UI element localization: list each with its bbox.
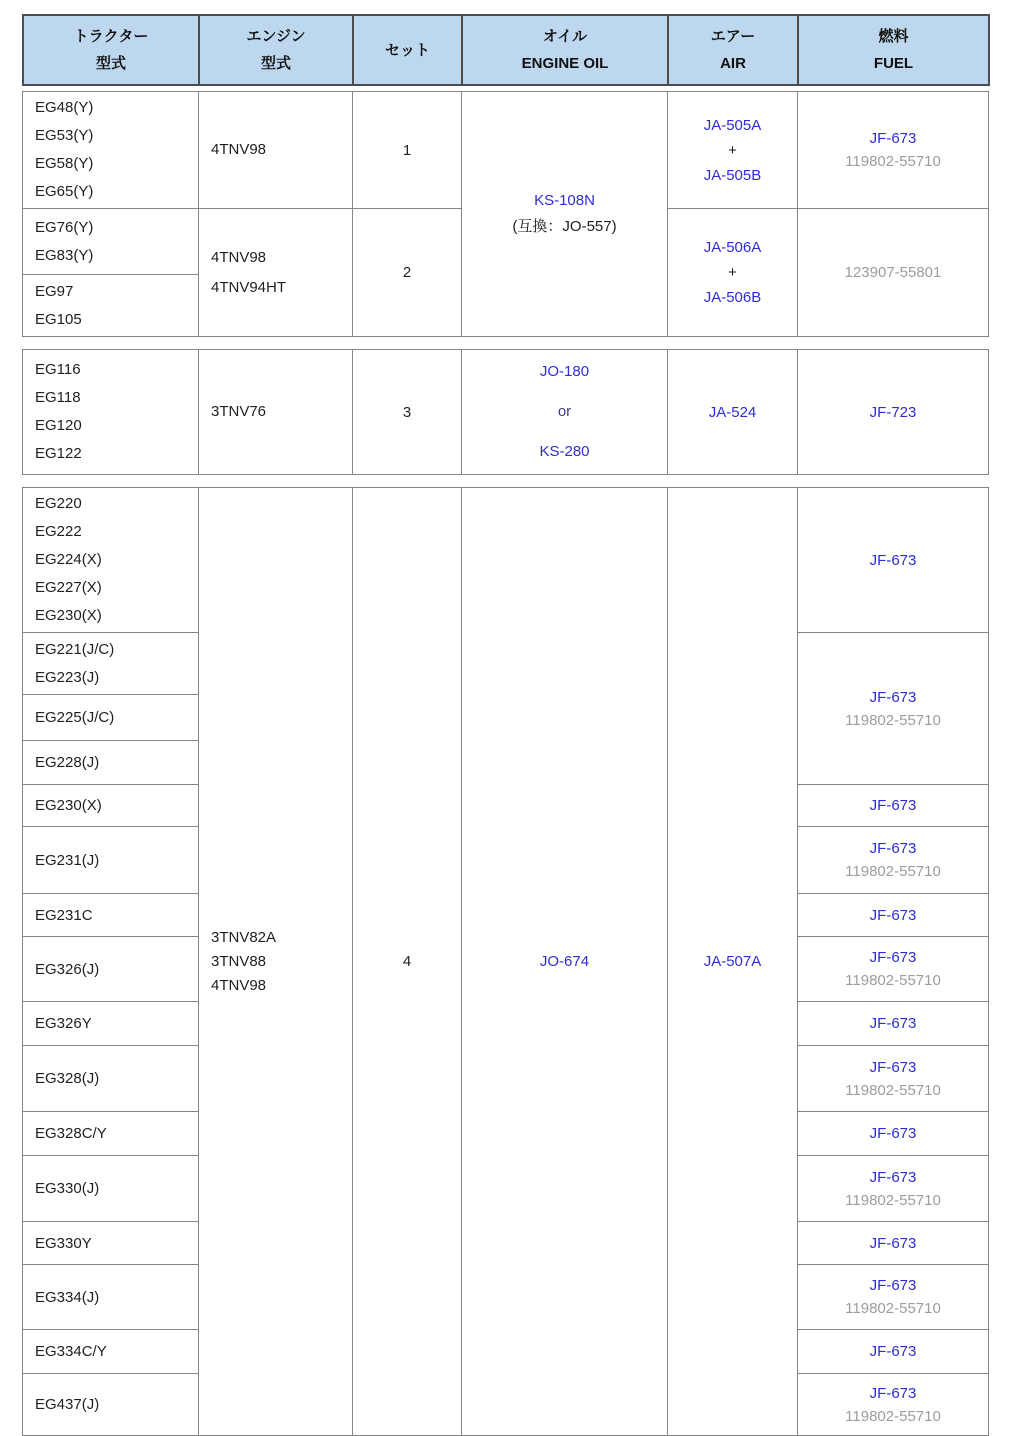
oil-filter-cell [462, 488, 668, 1436]
fuel-filter-link[interactable]: JF-673 [869, 551, 917, 569]
tractor-model: EG334C/Y [35, 1343, 107, 1360]
fuel-part-number: 119802-55710 [845, 1191, 941, 1209]
fuel-filter-cell [798, 92, 989, 209]
fuel-filter-cell [798, 894, 989, 937]
fuel-filter-cell [798, 350, 989, 475]
tractor-model: EG330(J) [35, 1180, 100, 1197]
tractor-model: EG53(Y) [35, 127, 94, 144]
fuel-filter-link[interactable]: JF-673 [869, 688, 917, 706]
row-set1 [23, 92, 989, 209]
fuel-filter-cell [798, 1222, 989, 1265]
fuel-filter-link[interactable]: JF-673 [869, 797, 917, 814]
tractor-model: EG326(J) [35, 960, 100, 978]
oil-filter-cell [462, 92, 668, 337]
set-number-cell: 3 [353, 350, 462, 475]
col-header-fuel [798, 15, 989, 85]
engine-models-cell [199, 92, 353, 209]
col-header-tractor-jp: トラクター [73, 28, 149, 45]
air-filter-link[interactable]: JA-507A [703, 953, 762, 970]
tractor-model: EG230(X) [35, 797, 102, 814]
fuel-filter-cell [798, 1265, 989, 1330]
tractor-model: EG120 [35, 417, 82, 434]
tractor-model: EG116 [35, 361, 81, 378]
tractor-models-cell [23, 92, 199, 209]
tractor-models-cell [23, 1112, 199, 1156]
filter-table-header [22, 14, 990, 86]
fuel-filter-cell [798, 633, 989, 785]
oil-filter-link[interactable]: JO-180 [539, 363, 590, 380]
tractor-model: EG220 [35, 495, 82, 512]
tractor-model: EG222 [35, 523, 82, 540]
col-header-air [668, 15, 798, 85]
fuel-filter-cell [798, 1112, 989, 1156]
tractor-models-cell [23, 894, 199, 937]
tractor-models-cell [23, 209, 199, 275]
engine-model: 3TNV82A [211, 928, 277, 946]
tractor-models-cell [23, 1156, 199, 1222]
fuel-part-number: 119802-55710 [845, 1407, 941, 1425]
filter-table-set-4 [22, 487, 989, 1436]
fuel-filter-cell [798, 488, 989, 633]
engine-models-cell [199, 350, 353, 475]
tractor-model: EG330Y [35, 1234, 92, 1252]
or-text: or [557, 403, 572, 420]
air-filter-cell [668, 488, 798, 1436]
row-set4 [23, 488, 989, 633]
fuel-filter-link[interactable]: JF-673 [869, 130, 917, 147]
tractor-model: EG227(X) [35, 579, 102, 596]
fuel-filter-cell [798, 937, 989, 1002]
tractor-model: EG48(Y) [35, 99, 94, 116]
set-number-cell: 4 [353, 488, 462, 1436]
col-header-engine [199, 15, 353, 85]
engine-model: 3TNV76 [211, 403, 267, 420]
engine-model: 4TNV98 [211, 141, 267, 158]
tractor-model: EG231C [35, 906, 93, 924]
engine-models-cell [199, 488, 353, 1436]
fuel-filter-link[interactable]: JF-723 [869, 403, 917, 421]
set-number-cell: 1 [353, 92, 462, 209]
fuel-part-number: 119802-55710 [845, 1081, 941, 1099]
fuel-filter-link[interactable]: JF-673 [869, 1234, 917, 1252]
air-filter-link[interactable]: JA-524 [708, 403, 757, 421]
header-row [23, 15, 989, 85]
fuel-filter-cell [798, 827, 989, 894]
col-header-tractor [23, 15, 199, 85]
row-set3 [23, 350, 989, 475]
tractor-models-cell [23, 1265, 199, 1330]
fuel-part-number: 123907-55801 [844, 264, 942, 281]
tractor-model: EG58(Y) [35, 155, 94, 172]
col-header-oil-en: ENGINE OIL [521, 55, 609, 72]
air-filter-link[interactable]: JA-505A [703, 116, 762, 134]
tractor-model: EG230(X) [35, 607, 102, 624]
air-filter-cell [668, 209, 798, 337]
set-number-cell: 2 [353, 209, 462, 337]
fuel-filter-link[interactable]: JF-673 [869, 1015, 917, 1032]
tractor-model: EG118 [35, 389, 81, 406]
fuel-filter-link[interactable]: JF-673 [869, 1277, 917, 1294]
col-header-fuel-jp: 燃料 [878, 28, 909, 45]
tractor-model: EG328C/Y [35, 1125, 107, 1142]
air-filter-link[interactable]: JA-506B [703, 289, 762, 306]
filter-table-set-3 [22, 349, 989, 475]
fuel-part-number: 119802-55710 [845, 711, 941, 729]
tractor-model: EG224(X) [35, 551, 102, 568]
fuel-part-number: 119802-55710 [845, 1300, 941, 1317]
tractor-model: EG228(J) [35, 754, 100, 771]
oil-filter-link[interactable]: KS-108N [534, 192, 595, 209]
tractor-model: EG328(J) [35, 1070, 100, 1087]
tractor-model: EG326Y [35, 1015, 92, 1032]
fuel-filter-link[interactable]: JF-673 [869, 1125, 917, 1142]
fuel-part-number: 119802-55710 [845, 153, 941, 170]
air-filter-link[interactable]: JA-505B [703, 166, 762, 184]
oil-filter-cell [462, 350, 668, 475]
fuel-filter-cell [798, 1156, 989, 1222]
fuel-filter-cell [798, 1330, 989, 1374]
col-header-set [353, 15, 462, 85]
tractor-model: EG437(J) [35, 1396, 100, 1413]
tractor-model: EG221(J/C) [35, 640, 115, 658]
fuel-filter-link[interactable]: JF-673 [869, 1168, 917, 1186]
tractor-models-cell [23, 275, 199, 337]
tractor-model: EG76(Y) [35, 218, 94, 236]
tractor-models-cell [23, 1374, 199, 1436]
fuel-filter-link[interactable]: JF-673 [869, 840, 917, 857]
tractor-models-cell [23, 785, 199, 827]
tractor-model: EG231(J) [35, 851, 100, 869]
fuel-filter-cell [798, 1374, 989, 1436]
plus-sign: + [728, 264, 737, 281]
oil-compatibility-note: (互換：JO-557) [512, 218, 617, 235]
col-header-fuel-en: FUEL [873, 55, 914, 72]
tractor-models-cell [23, 1222, 199, 1265]
fuel-filter-link[interactable]: JF-673 [869, 949, 917, 966]
fuel-filter-link[interactable]: JF-673 [869, 1343, 917, 1360]
filter-table-sets-1-2 [22, 91, 989, 337]
tractor-models-cell [23, 1330, 199, 1374]
tractor-models-cell [23, 633, 199, 695]
fuel-filter-link[interactable]: JF-673 [869, 1384, 917, 1402]
engine-model: 4TNV98 [211, 248, 267, 266]
fuel-filter-cell [798, 785, 989, 827]
col-header-air-en: AIR [720, 55, 746, 72]
tractor-model: EG122 [35, 445, 82, 462]
col-header-engine-sub: 型式 [260, 55, 291, 72]
tractor-model: EG334(J) [35, 1288, 100, 1306]
fuel-filter-link[interactable]: JF-673 [869, 906, 917, 924]
air-filter-link[interactable]: JA-506A [703, 239, 762, 256]
tractor-model: EG223(J) [35, 668, 100, 686]
tractor-model: EG225(J/C) [35, 709, 115, 726]
engine-model: 4TNV98 [211, 976, 267, 994]
air-filter-cell [668, 350, 798, 475]
tractor-models-cell [23, 695, 199, 741]
col-header-engine-jp: エンジン [246, 28, 306, 45]
fuel-filter-link[interactable]: JF-673 [869, 1058, 917, 1076]
fuel-part-number: 119802-55710 [845, 863, 941, 880]
fuel-filter-cell [798, 1002, 989, 1046]
tractor-model: EG97 [35, 282, 74, 300]
engine-models-cell [199, 209, 353, 337]
tractor-models-cell [23, 488, 199, 633]
oil-filter-link[interactable]: JO-674 [539, 953, 590, 970]
tractor-models-cell [23, 350, 199, 475]
tractor-models-cell [23, 741, 199, 785]
col-header-tractor-sub: 型式 [95, 55, 126, 72]
oil-filter-link[interactable]: KS-280 [539, 443, 590, 460]
engine-model: 4TNV94HT [211, 278, 287, 296]
tractor-models-cell [23, 1046, 199, 1112]
col-header-oil [462, 15, 668, 85]
tractor-model: EG105 [35, 310, 82, 328]
fuel-filter-cell [798, 209, 989, 337]
fuel-filter-cell [798, 1046, 989, 1112]
plus-sign: + [728, 141, 737, 159]
col-header-set-jp: セット [384, 41, 430, 59]
col-header-oil-jp: オイル [542, 28, 588, 45]
engine-model: 3TNV88 [211, 952, 267, 970]
col-header-air-jp: エアー [710, 28, 756, 45]
tractor-models-cell [23, 827, 199, 894]
air-filter-cell [668, 92, 798, 209]
tractor-model: EG65(Y) [35, 183, 94, 200]
tractor-models-cell [23, 937, 199, 1002]
fuel-part-number: 119802-55710 [845, 972, 941, 989]
tractor-model: EG83(Y) [35, 246, 94, 264]
tractor-models-cell [23, 1002, 199, 1046]
